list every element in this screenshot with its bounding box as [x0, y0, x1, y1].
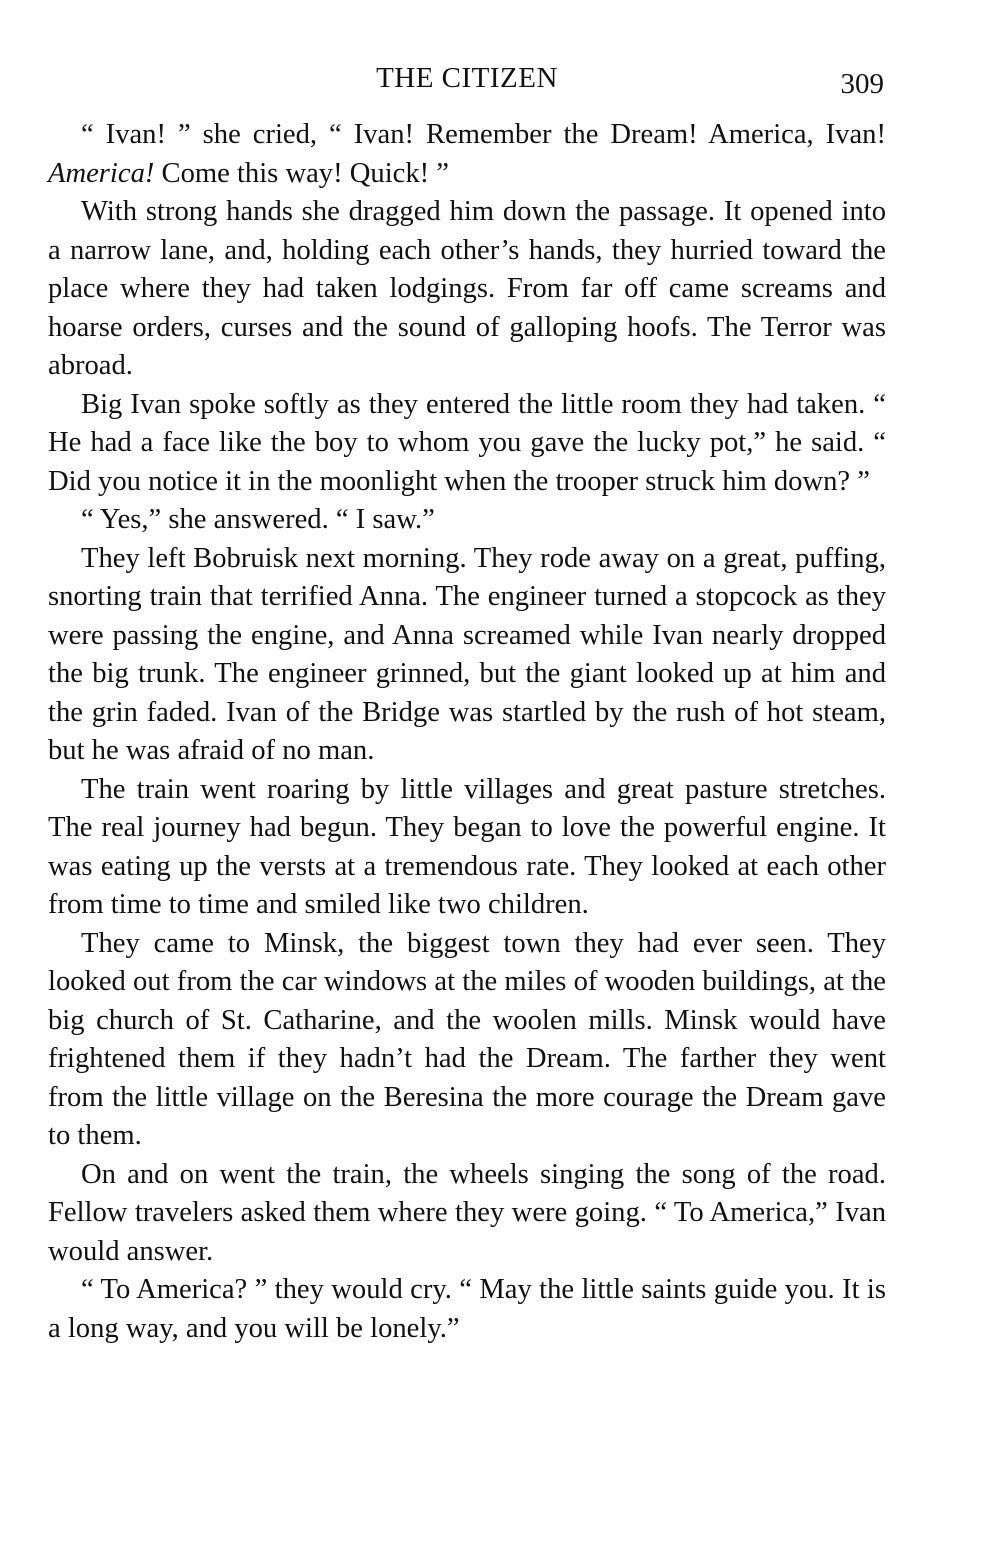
- paragraph-2: With strong hands she dragged him down the passage. It opened into a narrow lane, and, holding each other’s hands, they hurried toward the place where they had taken lodgings. From far off came screams and hoarse orders, curses and the sound of galloping hoofs. The Terror was abroad.: [48, 196, 886, 381]
- paragraph-3: Big Ivan spoke softly as they entered the little room they had taken. “ He had a face like the boy to whom you gave the lucky pot,” he said. “ Did you notice it in the moonlight when the trooper struck him down? ”: [48, 388, 886, 497]
- paragraph-6: The train went roaring by little villages and great pasture stretches. The real journey had begun. They began to love the powerful engine. It was eating up the versts at a tremendous rate. They looked at each other from time to time and smiled like two children.: [48, 773, 886, 920]
- paragraph-1-text-end: Come this way! Quick! ”: [154, 157, 449, 189]
- book-page: [48, 58, 886, 1348]
- paragraph-7: They came to Minsk, the biggest town they had ever seen. They looked out from the car windows at the miles of wooden buildings, at the big church of St. Catharine, and the woolen mills. Minsk would have frightened them if they hadn’t had the Dream. The farther they went from the little village on the Beresina the more courage the Dream gave to them.: [48, 927, 886, 1151]
- paragraph-9: “ To America? ” they would cry. “ May the little saints guide you. It is a long way, and you will be lonely.”: [48, 1274, 886, 1344]
- body-text: [48, 116, 886, 1348]
- paragraph-4: “ Yes,” she answered. “ I saw.”: [81, 504, 435, 535]
- italic-emphasis: America!: [48, 157, 155, 189]
- running-title: THE CITIZEN: [376, 62, 558, 94]
- paragraph-1: [48, 116, 886, 193]
- paragraph-8: On and on went the train, the wheels singing the song of the road. Fellow travelers asked them where they were going. “ To America,” Ivan would answer.: [48, 1158, 886, 1267]
- paragraph-5: They left Bobruisk next morning. They rode away on a great, puffing, snorting train that terrified Anna. The engineer turned a stopcock as they were passing the engine, and Anna screamed while Ivan nearly dropped the big trunk. The engineer grinned, but the giant looked up at him and the grin faded. Ivan of the Bridge was startled by the rush of hot steam, but he was afraid of no man.: [48, 542, 886, 766]
- paragraph-1-text-start: “ Ivan! ” she cried, “ Ivan! Remember the Dream! America, Ivan!: [81, 119, 886, 150]
- page-number: 309: [840, 68, 884, 100]
- page-header: [48, 58, 886, 102]
